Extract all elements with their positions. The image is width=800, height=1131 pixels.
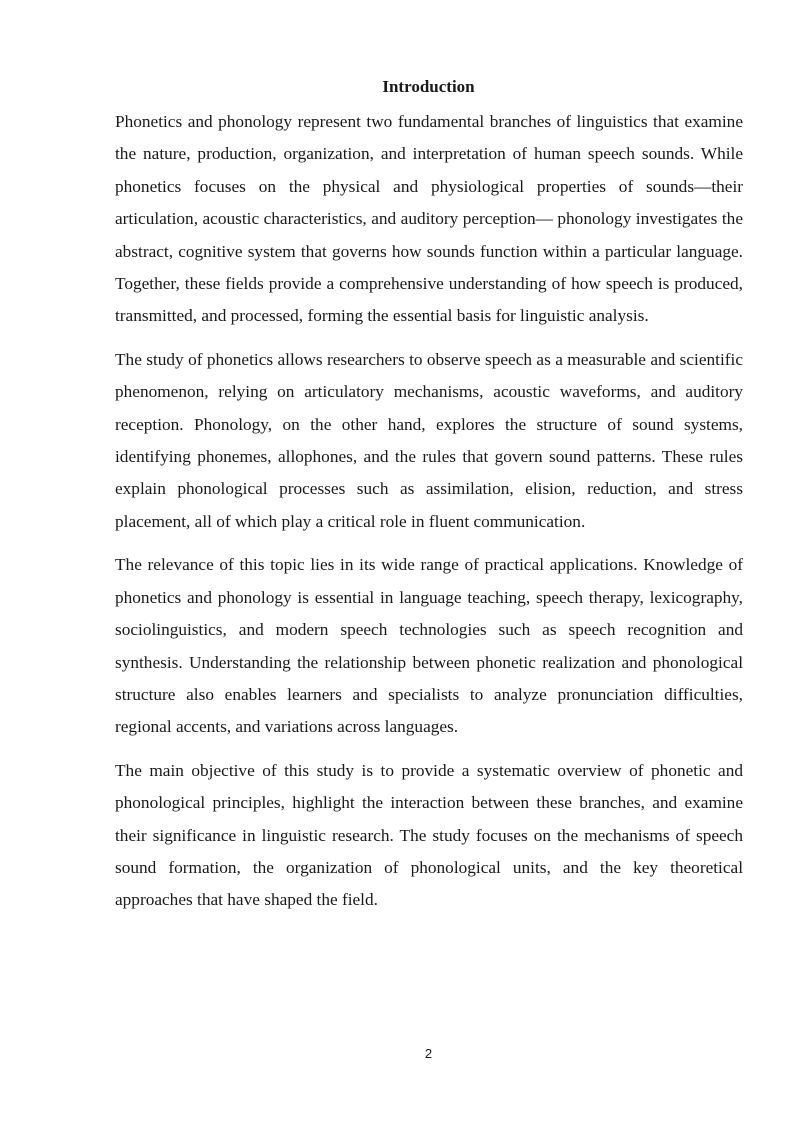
- paragraph-1: Phonetics and phonology represent two fundamental branches of linguistics that examine the nature, production, organization, and interpretation of human speech sounds. While phonetics focuses on the physical and physiological properties of sounds—their articulation, acoustic characteristics, and auditory perception— phonology investigates the abstract, cognitive system that governs how sounds function within a particular language. Together, these fields provide a comprehensive understanding of how speech is produced, transmitted, and processed, forming the essential basis for linguistic analysis.: [115, 112, 743, 326]
- paragraph-4: The main objective of this study is to provide a systematic overview of phonetic and phonological principles, highlight the interaction between these branches, and examine their significance in linguistic research. The study focuses on the mechanisms of speech sound formation, the organization of phonological units, and the key theoretical approaches that have shaped the field.: [115, 760, 743, 910]
- paragraph-3: The relevance of this topic lies in its wide range of practical applications. Knowledge of phonetics and phonology is essential in language teaching, speech therapy, lexicography, sociolinguistics, and modern speech technologies such as speech recognition and synthesis. Understanding the relationship between phonetic realization and phonological structure also enables learners and specialists to analyze pronunciation difficulties, regional accents, and variations across languages.: [115, 555, 743, 737]
- page-title: Introduction: [382, 77, 475, 96]
- page-number: 2: [424, 1046, 433, 1061]
- body-text: [115, 106, 743, 928]
- paragraph-2: The study of phonetics allows researchers to observe speech as a measurable and scientific phenomenon, relying on articulatory mechanisms, acoustic waveforms, and auditory reception. Phonology, on the other hand, explores the structure of sound systems, identifying phonemes, allophones, and the rules that govern sound patterns. These rules explain phonological processes such as assimilation, elision, reduction, and stress placement, all of which play a critical role in fluent communication.: [115, 349, 743, 531]
